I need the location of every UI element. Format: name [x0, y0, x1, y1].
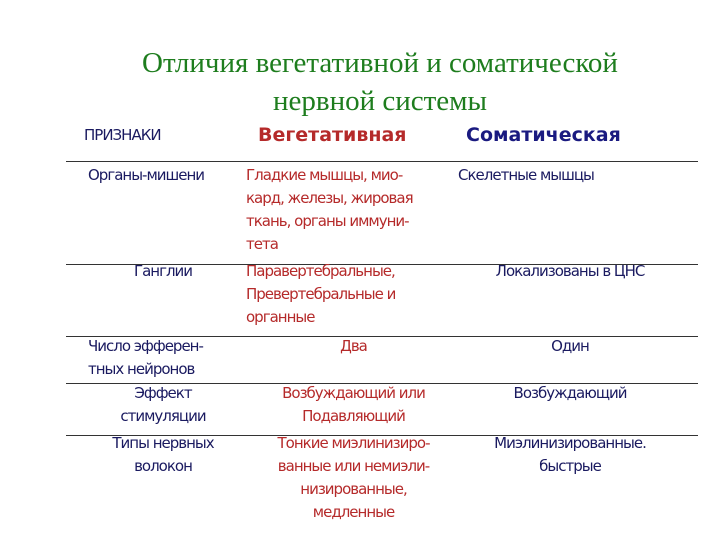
row-2-vegetative: Паравертебральные, Превертебральные и органные	[246, 262, 396, 326]
row-3-feature: Число эфферен- тных нейронов	[88, 337, 203, 378]
row-1-vegetative: Гладкие мышцы, мио- кард, железы, жировая ткань, органы иммуни- тета	[246, 166, 413, 253]
row-2-feature: Ганглии	[133, 262, 193, 280]
title-line-2: нервной системы	[272, 85, 488, 117]
row-5-feature: Типы нервных волокон	[112, 434, 214, 475]
row-2-somatic: Локализованы в ЦНС	[495, 262, 645, 280]
title-line-1: Отличия вегетативной и соматической	[142, 47, 618, 79]
row-4-feature: Эффект стимуляции	[120, 384, 206, 425]
header-vegetative: Вегетативная	[258, 124, 407, 146]
row-5-somatic: Миэлинизированные. быстрые	[494, 434, 646, 475]
row-1-somatic: Скелетные мышцы	[458, 166, 594, 184]
header-somatic: Соматическая	[466, 124, 621, 146]
slide-title	[90, 44, 670, 120]
row-3-vegetative: Два	[340, 337, 367, 355]
header-features: ПРИЗНАКИ	[84, 126, 161, 144]
row-3-somatic: Один	[551, 337, 589, 355]
divider	[66, 161, 698, 162]
row-4-vegetative: Возбуждающий или Подавляющий	[282, 384, 425, 425]
row-1-feature: Органы-мишени	[88, 166, 205, 184]
row-5-vegetative: Тонкие миэлинизиро- ванные или немиэли- низированные, медленные	[277, 434, 430, 521]
row-4-somatic: Возбуждающий	[513, 384, 627, 402]
